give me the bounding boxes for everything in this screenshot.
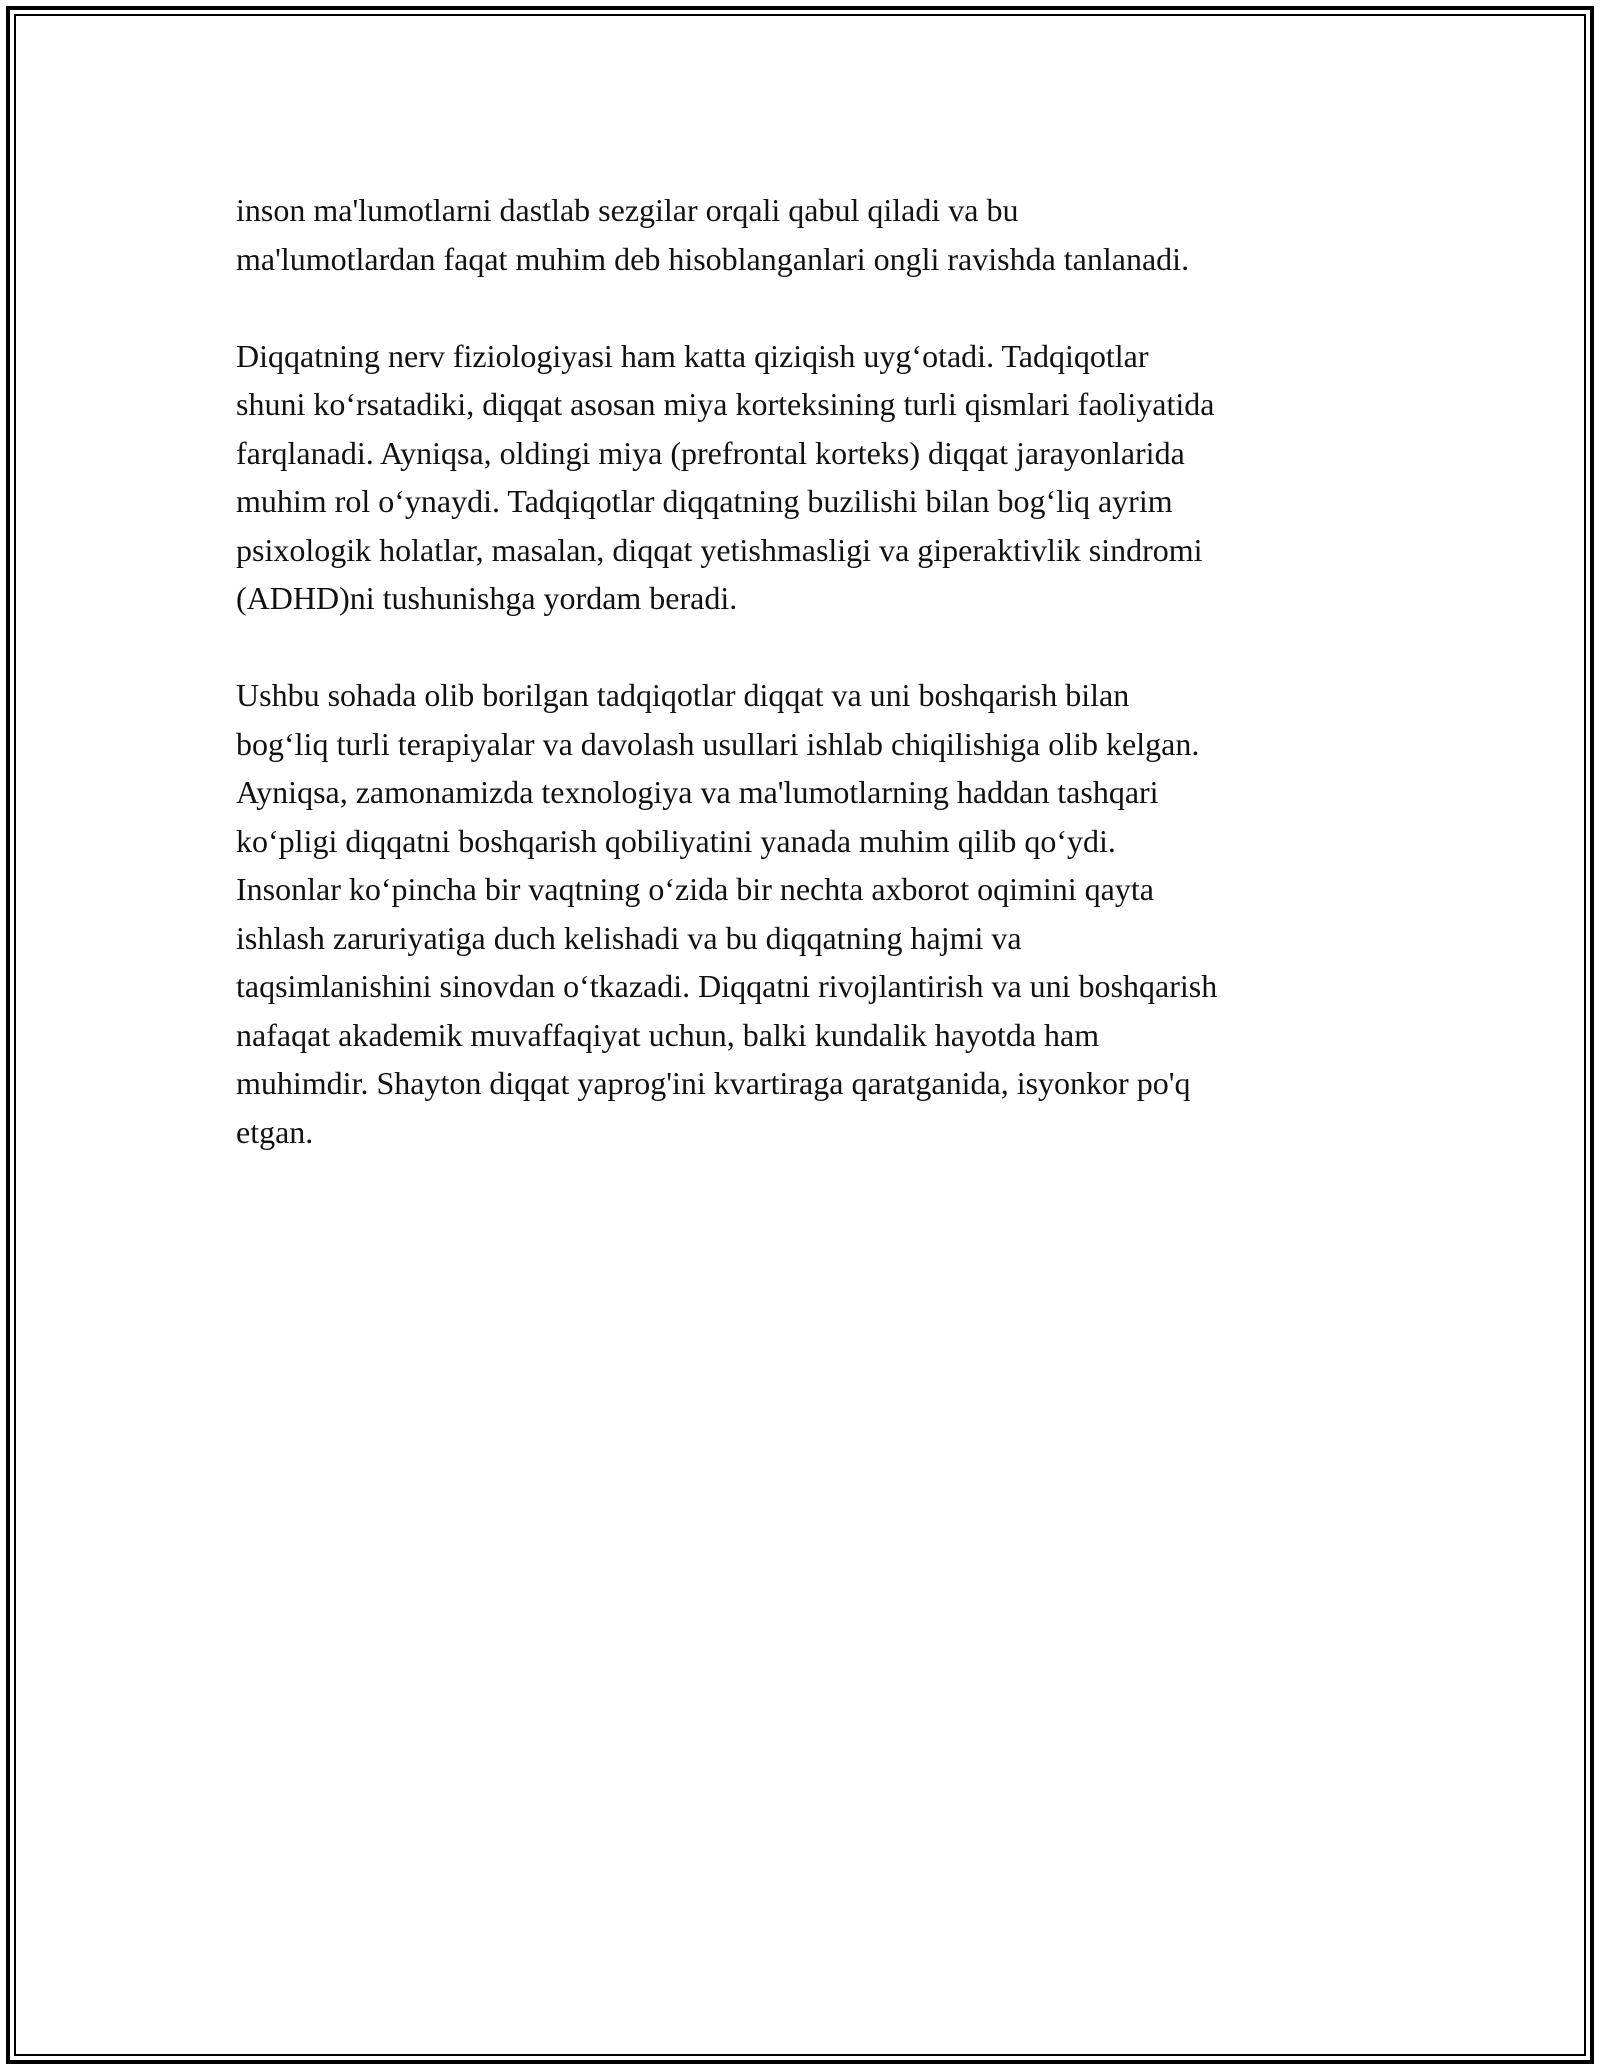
paragraph-2 (236, 332, 1366, 623)
text-line: Diqqatning nerv fiziologiyasi ham katta qiziqish uyg‘otadi. Tadqiqotlar (236, 337, 1149, 374)
text-line: nafaqat akademik muvaffaqiyat uchun, balki kundalik hayotda ham (236, 1016, 1100, 1053)
text-line: ishlash zaruriyatiga duch kelishadi va bu diqqatning hajmi va (236, 919, 1022, 956)
text-line: muhimdir. Shayton diqqat yaprog'ini kvartiraga qaratganida, isyonkor po'q (236, 1065, 1191, 1101)
text-line: inson ma'lumotlarni dastlab sezgilar orqali qabul qiladi va bu (236, 192, 1019, 228)
text-line: Ayniqsa, zamonamizda texnologiya va ma'lumotlarning haddan tashqari (236, 774, 1159, 810)
text-line: Insonlar ko‘pincha bir vaqtning o‘zida bir nechta axborot oqimini qayta (236, 871, 1154, 907)
text-line: taqsimlanishini sinovdan o‘tkazadi. Diqqatni rivojlantirish va uni boshqarish (236, 968, 1218, 1004)
text-line: farqlanadi. Ayniqsa, oldingi miya (prefrontal korteks) diqqat jarayonlarida (236, 434, 1185, 471)
text-line: ma'lumotlardan faqat muhim deb hisoblanganlari ongli ravishda tanlanadi. (236, 240, 1190, 277)
text-line: shuni ko‘rsatadiki, diqqat asosan miya korteksining turli qismlari faoliyatida (236, 386, 1215, 422)
text-line: ko‘pligi diqqatni boshqarish qobiliyatini yanada muhim qilib qo‘ydi. (236, 822, 1116, 859)
text-line: psixologik holatlar, masalan, diqqat yetishmasligi va giperaktivlik sindromi (236, 531, 1203, 568)
text-line: Ushbu sohada olib borilgan tadqiqotlar diqqat va uni boshqarish bilan (236, 677, 1130, 713)
text-line: bog‘liq turli terapiyalar va davolash usullari ishlab chiqilishiga olib kelgan. (236, 725, 1200, 762)
document-body (236, 186, 1366, 1205)
paragraph-1 (236, 186, 1366, 283)
text-line: etgan. (236, 1113, 314, 1150)
paragraph-3 (236, 671, 1366, 1156)
text-line: (ADHD)ni tushunishga yordam beradi. (236, 580, 738, 616)
text-line: muhim rol o‘ynaydi. Tadqiqotlar diqqatning buzilishi bilan bog‘liq ayrim (236, 483, 1173, 519)
